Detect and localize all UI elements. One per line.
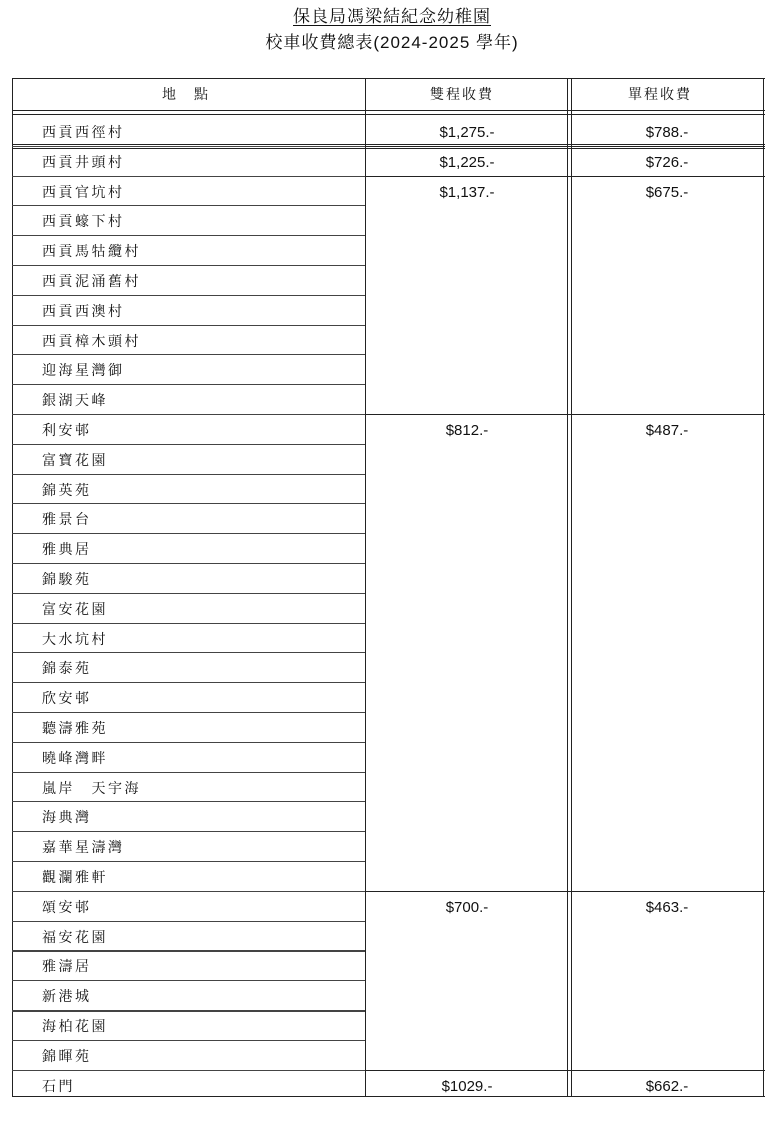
header-round-trip: 雙程收費	[430, 87, 494, 103]
location-row-divider	[12, 176, 365, 177]
location-label: 錦泰苑	[42, 661, 92, 678]
fee-group-divider	[365, 1070, 765, 1071]
row-double-divider	[12, 148, 765, 149]
location-row-divider	[12, 563, 365, 564]
round-trip-fee-5: $700.-	[445, 898, 489, 916]
location-label: 頌安邨	[42, 899, 92, 916]
location-row-divider	[12, 295, 365, 296]
location-row-divider	[12, 235, 365, 236]
school-name-title: 保良局馮梁結紀念幼稚園	[293, 7, 491, 27]
location-row-divider	[12, 474, 365, 475]
location-label: 雅濤居	[42, 959, 92, 976]
location-row-divider	[12, 623, 365, 624]
fee-group-divider	[365, 176, 765, 177]
one-way-fee-2: $726.-	[645, 153, 689, 171]
location-row-divider	[12, 682, 365, 683]
table-left-border	[12, 78, 13, 1097]
location-row-divider	[12, 652, 365, 653]
location-label: 石門	[42, 1078, 75, 1095]
subtitle-year: (2024-2025 學年)	[373, 33, 519, 52]
location-label: 曉峰灣畔	[42, 750, 108, 767]
column-divider-1	[365, 78, 366, 1097]
location-row-divider	[12, 503, 365, 504]
location-row-divider	[12, 712, 365, 713]
location-label: 錦駿苑	[42, 572, 92, 588]
location-label: 海柏花園	[42, 1019, 108, 1035]
location-row-divider	[12, 921, 365, 922]
location-label: 雅典居	[42, 542, 92, 559]
location-label: 嘉華星濤灣	[42, 840, 125, 857]
location-row-divider	[12, 205, 365, 206]
table-bottom-border	[12, 1096, 765, 1097]
fee-table-subtitle	[0, 28, 784, 53]
location-label: 錦英苑	[42, 482, 92, 499]
header-bottom-border	[12, 110, 765, 111]
round-trip-fee-6: $1029.-	[441, 1077, 493, 1095]
location-row-divider	[12, 1040, 365, 1041]
location-label: 觀瀾雅軒	[42, 870, 108, 886]
location-row-divider	[12, 861, 365, 862]
location-label: 福安花園	[42, 929, 108, 946]
one-way-fee-3: $675.-	[645, 183, 689, 201]
round-trip-fee-4: $812.-	[445, 422, 489, 439]
location-row-divider	[12, 950, 365, 952]
round-trip-fee-2: $1,225.-	[439, 153, 495, 171]
location-label: 雅景台	[42, 512, 92, 529]
location-row-divider	[12, 384, 365, 385]
location-row-divider	[12, 742, 365, 743]
location-row-divider	[12, 444, 365, 445]
location-label: 海典灣	[42, 810, 92, 827]
location-row-divider	[12, 354, 365, 355]
fee-group-divider	[365, 414, 765, 415]
fee-group-divider	[365, 146, 765, 147]
location-label: 西貢井頭村	[42, 154, 125, 171]
location-label: 錦暉苑	[42, 1048, 92, 1065]
location-row-divider	[12, 265, 365, 266]
location-row-divider	[12, 891, 365, 892]
column-divider-2b	[571, 78, 572, 1097]
round-trip-fee-3: $1,137.-	[439, 183, 495, 201]
location-label: 新港城	[42, 989, 92, 1006]
column-divider-2a	[567, 78, 568, 1097]
location-label: 銀湖天峰	[42, 393, 108, 410]
location-label: 西貢泥涌舊村	[42, 274, 141, 290]
location-label: 富寶花園	[42, 452, 108, 469]
location-label: 西貢西澳村	[42, 303, 125, 320]
round-trip-fee-1: $1,275.-	[439, 124, 495, 141]
table-right-border	[763, 78, 764, 1097]
fee-group-divider	[365, 891, 765, 892]
location-label: 聽濤雅苑	[42, 721, 108, 737]
location-label: 大水坑村	[42, 631, 108, 648]
location-label: 富安花園	[42, 601, 108, 618]
location-label: 西貢西徑村	[42, 125, 125, 141]
school-bus-fee-table	[12, 78, 765, 1097]
location-label: 利安邨	[42, 423, 92, 439]
location-row-divider	[12, 831, 365, 832]
subtitle-text: 校車收費總表	[265, 33, 374, 53]
header-one-way: 單程收費	[628, 87, 692, 103]
location-label: 迎海星灣御	[42, 363, 125, 380]
location-label: 西貢馬牯纜村	[42, 244, 141, 261]
location-label: 欣安邨	[42, 691, 92, 708]
location-label: 西貢官坑村	[42, 184, 125, 201]
location-row-divider	[12, 593, 365, 594]
location-label: 西貢蠔下村	[42, 214, 125, 231]
location-row-divider	[12, 1070, 365, 1071]
one-way-fee-5: $463.-	[645, 898, 689, 916]
location-row-divider	[12, 1010, 365, 1012]
location-label: 西貢樟木頭村	[42, 333, 141, 350]
location-row-divider	[12, 325, 365, 326]
one-way-fee-6: $662.-	[645, 1077, 689, 1095]
header-double-border	[12, 114, 765, 115]
header-location: 地 點	[162, 87, 210, 103]
one-way-fee-1: $788.-	[645, 124, 689, 141]
table-top-border	[12, 78, 765, 79]
location-row-divider	[12, 772, 365, 773]
location-row-divider	[12, 801, 365, 802]
one-way-fee-4: $487.-	[645, 422, 689, 439]
location-row-divider	[12, 533, 365, 534]
location-label: 嵐岸 天宇海	[42, 780, 141, 797]
location-row-divider	[12, 980, 365, 981]
location-row-divider	[12, 414, 365, 415]
location-row-divider	[12, 146, 365, 147]
